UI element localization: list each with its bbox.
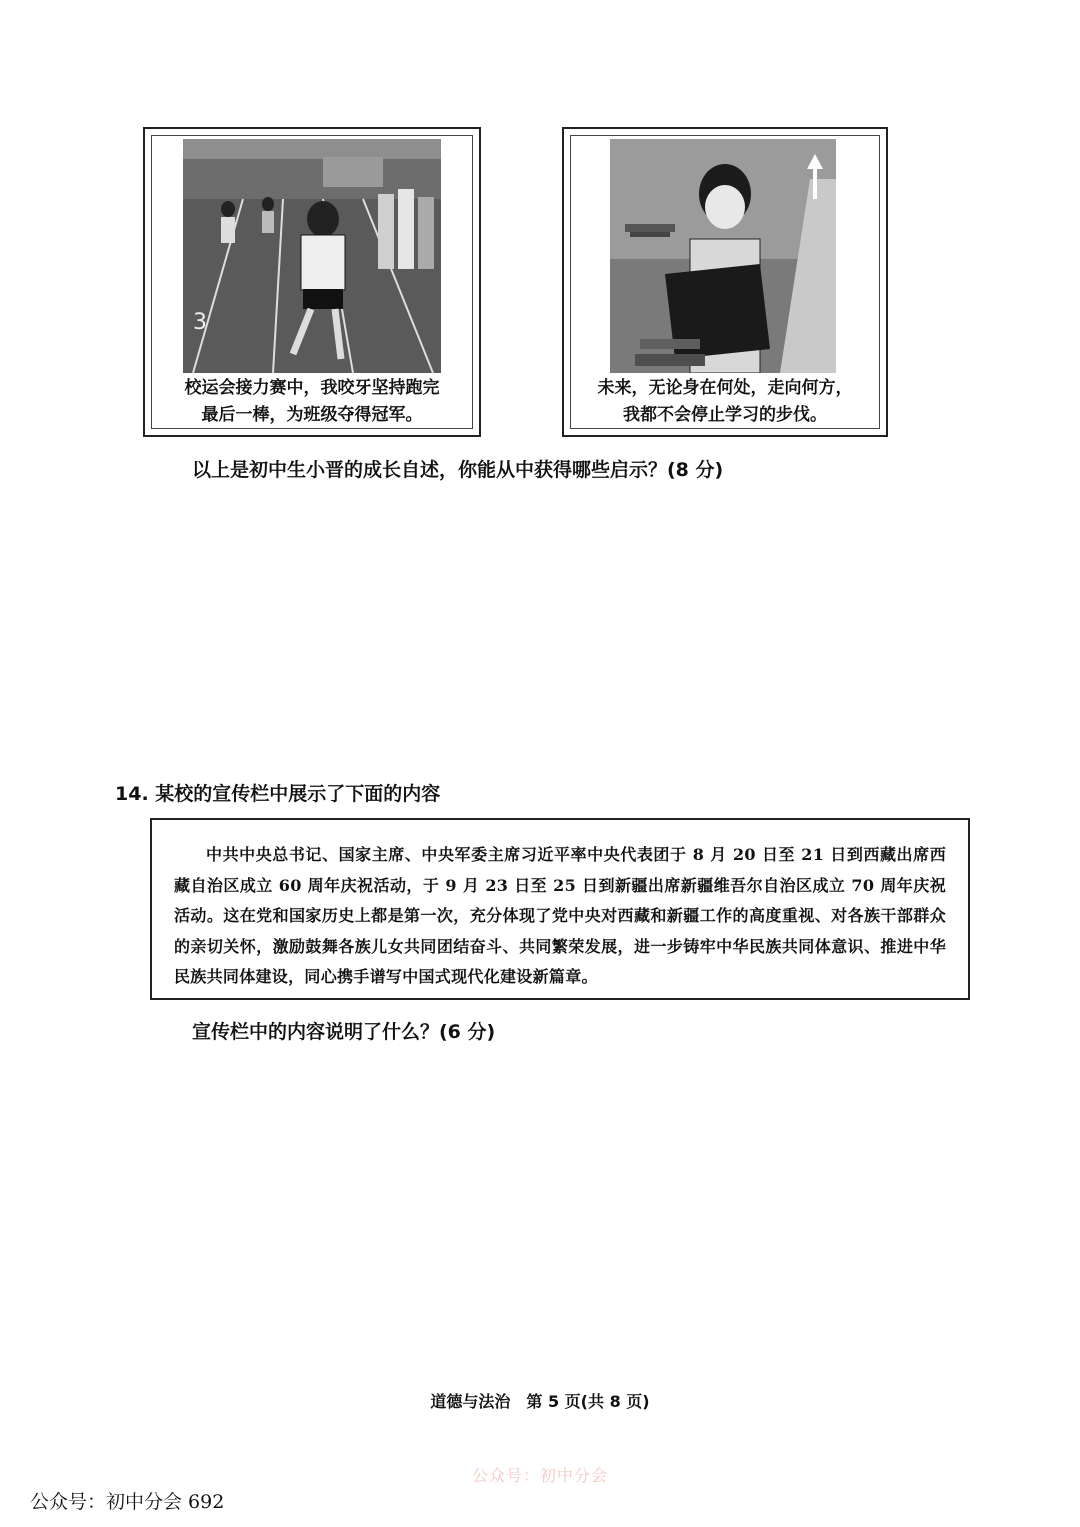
question-13-prompt: 以上是初中生小晋的成长自述，你能从中获得哪些启示？(8 分) <box>192 459 724 481</box>
source-tag: 公众号：初中分会 692 <box>30 1491 225 1513</box>
relay-race-illustration <box>183 139 441 373</box>
relay-caption-line1: 校运会接力赛中，我咬牙坚持跑完 <box>184 378 440 398</box>
study-illustration <box>610 139 836 373</box>
bulletin-board-text: 中共中央总书记、国家主席、中央军委主席习近平率中央代表团于 8 月 20 日至 21 日到西藏出席西藏自治区成立 60 周年庆祝活动，于 9 月 23 日至 25 日到新疆出席新疆维吾尔自治区成立 70 周年庆祝活动。这在党和国家历史上都是第一次，充分体现了党中央对西藏和新疆工作的高度重视、对各族干部群众的亲切关怀，激励鼓舞各族儿女共同团结奋斗、共同繁荣发展，进一步铸牢中华民族共同体意识、推进中华民族共同体建设，同心携手谱写中国式现代化建设新篇章。 <box>174 845 946 986</box>
watermark: 公众号：初中分会 <box>471 1466 608 1485</box>
comic-panel-relay <box>143 127 481 437</box>
comic-panel-study <box>562 127 888 437</box>
svg-text:3: 3 <box>193 310 207 335</box>
study-caption-line2: 我都不会停止学习的步伐。 <box>623 405 827 425</box>
question-14-title: 14. 某校的宣传栏中展示了下面的内容 <box>115 783 441 805</box>
relay-caption <box>145 375 479 429</box>
relay-caption-line2: 最后一棒，为班级夺得冠军。 <box>201 405 423 425</box>
study-caption-line1: 未来，无论身在何处，走向何方， <box>597 378 853 398</box>
study-caption <box>564 375 886 429</box>
question-14-prompt: 宣传栏中的内容说明了什么？(6 分) <box>192 1021 496 1043</box>
page-footer: 道德与法治 第 5 页(共 8 页) <box>430 1392 650 1411</box>
bulletin-board-box <box>150 818 970 1000</box>
